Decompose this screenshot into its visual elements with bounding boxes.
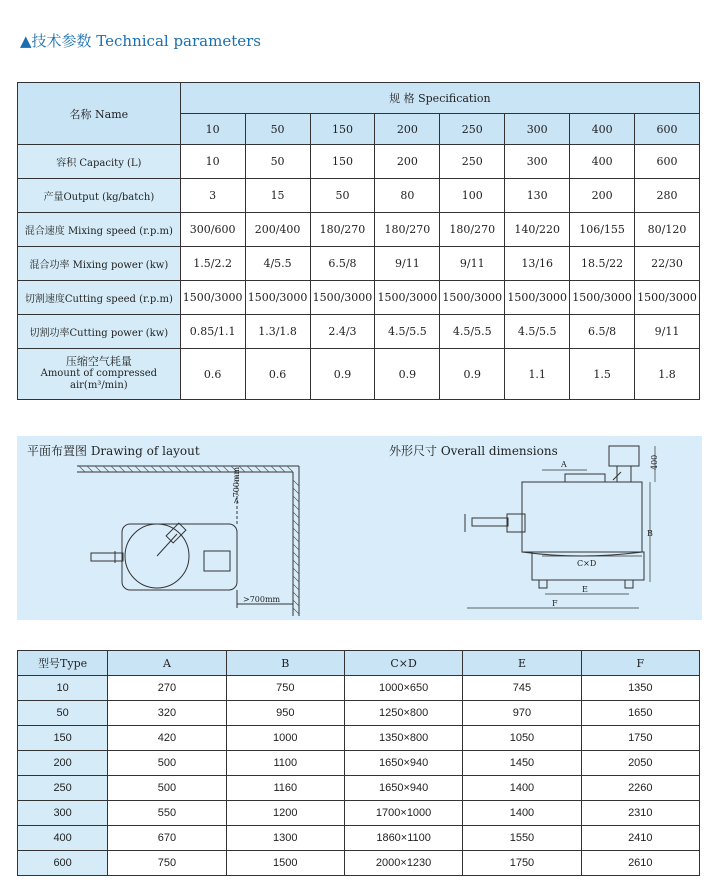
parameter-value: 400	[570, 145, 635, 179]
type-header-cell: F	[581, 651, 699, 676]
air-value: 1.1	[505, 349, 570, 400]
air-value: 0.6	[180, 349, 245, 400]
type-dimension-cell: 1650×940	[344, 751, 462, 776]
type-row	[18, 726, 700, 751]
type-dimension-cell: 550	[108, 801, 226, 826]
size-header-cell: 150	[310, 114, 375, 145]
parameter-label: 产量Output (kg/batch)	[18, 179, 181, 213]
parameter-value: 200/400	[245, 213, 310, 247]
parameter-row	[18, 315, 700, 349]
size-header-cell: 600	[635, 114, 700, 145]
type-dimension-cell: 1160	[226, 776, 344, 801]
type-row	[18, 826, 700, 851]
parameter-row	[18, 247, 700, 281]
type-row	[18, 701, 700, 726]
type-dimension-cell: 1250×800	[344, 701, 462, 726]
type-dimension-cell: 970	[463, 701, 581, 726]
parameter-value: 50	[310, 179, 375, 213]
dim-400-label: 400	[650, 454, 659, 470]
type-dimension-cell: 1350×800	[344, 726, 462, 751]
dim-e-label: E	[582, 585, 588, 594]
parameter-value: 9/11	[635, 315, 700, 349]
type-dimension-cell: 1000×650	[344, 676, 462, 701]
air-value: 0.9	[440, 349, 505, 400]
parameter-value: 1500/3000	[440, 281, 505, 315]
parameter-value: 15	[245, 179, 310, 213]
parameter-value: 2.4/3	[310, 315, 375, 349]
type-dimension-cell: 750	[226, 676, 344, 701]
type-dimension-cell: 1350	[581, 676, 699, 701]
parameter-row	[18, 281, 700, 315]
parameter-value: 1500/3000	[245, 281, 310, 315]
type-dimension-cell: 1750	[463, 851, 581, 876]
air-label-en1: Amount of compressed	[40, 368, 158, 379]
type-header-cell: B	[226, 651, 344, 676]
dim-b-label: B	[647, 529, 653, 538]
air-label-cn: 压缩空气耗量	[65, 355, 132, 368]
parameter-value: 250	[440, 145, 505, 179]
dimension-lines	[467, 446, 655, 608]
type-dimensions-table	[17, 650, 700, 876]
type-dimension-cell: 500	[108, 751, 226, 776]
type-model-cell: 150	[18, 726, 108, 751]
type-dimension-cell: 670	[108, 826, 226, 851]
section-title: ▲技术参数 Technical parameters	[20, 32, 261, 50]
parameter-label: 混合功率 Mixing power (kw)	[18, 247, 181, 281]
parameter-value: 1.5/2.2	[180, 247, 245, 281]
size-header-cell: 10	[180, 114, 245, 145]
type-dimension-cell: 1750	[581, 726, 699, 751]
size-header-cell: 50	[245, 114, 310, 145]
parameter-value: 18.5/22	[570, 247, 635, 281]
clearance-horizontal-label: >700mm	[243, 595, 281, 604]
type-header-cell: C×D	[344, 651, 462, 676]
parameter-value: 1500/3000	[375, 281, 440, 315]
drawing-svg	[17, 436, 702, 620]
wall-graphic	[77, 466, 299, 616]
size-header-cell: 250	[440, 114, 505, 145]
parameter-row	[18, 213, 700, 247]
parameter-value: 4/5.5	[245, 247, 310, 281]
layout-drawing-label: 平面布置图 Drawing of layout	[27, 444, 200, 458]
type-dimension-cell: 320	[108, 701, 226, 726]
type-dimension-cell: 1300	[226, 826, 344, 851]
size-header-cell: 300	[505, 114, 570, 145]
parameter-value: 1500/3000	[180, 281, 245, 315]
dim-a-label: A	[561, 460, 567, 469]
type-dimension-cell: 1400	[463, 801, 581, 826]
type-dimension-cell: 1500	[226, 851, 344, 876]
parameter-value: 180/270	[310, 213, 375, 247]
parameter-value: 22/30	[635, 247, 700, 281]
type-model-cell: 300	[18, 801, 108, 826]
parameter-value: 80/120	[635, 213, 700, 247]
type-dimension-cell: 1200	[226, 801, 344, 826]
parameter-value: 4.5/5.5	[375, 315, 440, 349]
parameter-value: 50	[245, 145, 310, 179]
size-header-cell: 400	[570, 114, 635, 145]
type-model-cell: 250	[18, 776, 108, 801]
type-row	[18, 851, 700, 876]
type-header-row	[18, 651, 700, 676]
dim-cxd-label: C×D	[577, 559, 597, 568]
machine-plan-graphic	[91, 476, 293, 608]
type-dimension-cell: 950	[226, 701, 344, 726]
parameter-value: 200	[570, 179, 635, 213]
parameter-value: 4.5/5.5	[505, 315, 570, 349]
air-consumption-row	[18, 349, 700, 400]
air-label-en2: air(m³/min)	[69, 380, 128, 391]
parameter-value: 280	[635, 179, 700, 213]
type-header-cell: 型号Type	[18, 651, 108, 676]
type-header-cell: A	[108, 651, 226, 676]
parameter-label: 混合速度 Mixing speed (r.p.m)	[18, 213, 181, 247]
type-model-cell: 50	[18, 701, 108, 726]
air-row-label	[18, 349, 181, 400]
type-dimension-cell: 2050	[581, 751, 699, 776]
type-dimension-cell: 1650×940	[344, 776, 462, 801]
dim-f-label: F	[552, 599, 558, 608]
type-dimension-cell: 2000×1230	[344, 851, 462, 876]
type-dimension-cell: 1000	[226, 726, 344, 751]
type-dimension-cell: 750	[108, 851, 226, 876]
parameter-value: 13/16	[505, 247, 570, 281]
type-row	[18, 776, 700, 801]
type-dimension-cell: 270	[108, 676, 226, 701]
size-header-cell: 200	[375, 114, 440, 145]
parameter-value: 1500/3000	[310, 281, 375, 315]
parameter-value: 6.5/8	[310, 247, 375, 281]
type-dimension-cell: 2260	[581, 776, 699, 801]
parameter-value: 130	[505, 179, 570, 213]
type-row	[18, 676, 700, 701]
type-row	[18, 801, 700, 826]
type-dimension-cell: 420	[108, 726, 226, 751]
type-dimension-cell: 1450	[463, 751, 581, 776]
drawing-panel	[17, 436, 702, 620]
air-value: 1.8	[635, 349, 700, 400]
type-dimension-cell: 1650	[581, 701, 699, 726]
type-dimension-cell: 1700×1000	[344, 801, 462, 826]
parameter-value: 1500/3000	[505, 281, 570, 315]
parameter-value: 1500/3000	[635, 281, 700, 315]
parameter-label: 切割功率Cutting power (kw)	[18, 315, 181, 349]
air-value: 0.9	[310, 349, 375, 400]
type-model-cell: 600	[18, 851, 108, 876]
type-dimension-cell: 2310	[581, 801, 699, 826]
parameter-value: 10	[180, 145, 245, 179]
type-dimension-cell: 1400	[463, 776, 581, 801]
type-dimension-cell: 2410	[581, 826, 699, 851]
type-model-cell: 400	[18, 826, 108, 851]
parameter-value: 9/11	[375, 247, 440, 281]
type-dimension-cell: 745	[463, 676, 581, 701]
parameter-value: 3	[180, 179, 245, 213]
type-dimension-cell: 2610	[581, 851, 699, 876]
clearance-vertical-label: >700mm	[232, 466, 241, 504]
type-model-cell: 10	[18, 676, 108, 701]
parameter-value: 1500/3000	[570, 281, 635, 315]
type-dimension-cell: 500	[108, 776, 226, 801]
air-value: 0.9	[375, 349, 440, 400]
parameter-value: 1.3/1.8	[245, 315, 310, 349]
type-dimension-cell: 1050	[463, 726, 581, 751]
name-header: 名称 Name	[18, 83, 181, 145]
parameter-value: 100	[440, 179, 505, 213]
parameter-value: 180/270	[440, 213, 505, 247]
machine-elevation-graphic	[465, 446, 644, 588]
parameter-value: 0.85/1.1	[180, 315, 245, 349]
air-value: 0.6	[245, 349, 310, 400]
parameter-value: 106/155	[570, 213, 635, 247]
parameter-value: 4.5/5.5	[440, 315, 505, 349]
type-dimension-cell: 1100	[226, 751, 344, 776]
type-row	[18, 751, 700, 776]
parameter-value: 300	[505, 145, 570, 179]
parameter-value: 200	[375, 145, 440, 179]
parameter-value: 80	[375, 179, 440, 213]
parameter-value: 9/11	[440, 247, 505, 281]
overall-dimensions-label: 外形尺寸 Overall dimensions	[389, 444, 558, 458]
parameter-label: 容积 Capacity (L)	[18, 145, 181, 179]
parameter-value: 600	[635, 145, 700, 179]
air-value: 1.5	[570, 349, 635, 400]
type-dimension-cell: 1860×1100	[344, 826, 462, 851]
parameter-value: 150	[310, 145, 375, 179]
parameter-value: 300/600	[180, 213, 245, 247]
parameter-row	[18, 179, 700, 213]
type-model-cell: 200	[18, 751, 108, 776]
technical-parameters-table	[17, 82, 700, 400]
parameter-value: 140/220	[505, 213, 570, 247]
spec-header: 规 格 Specification	[180, 83, 699, 114]
type-header-cell: E	[463, 651, 581, 676]
parameter-value: 180/270	[375, 213, 440, 247]
parameter-row	[18, 145, 700, 179]
parameter-value: 6.5/8	[570, 315, 635, 349]
parameter-label: 切割速度Cutting speed (r.p.m)	[18, 281, 181, 315]
type-dimension-cell: 1550	[463, 826, 581, 851]
